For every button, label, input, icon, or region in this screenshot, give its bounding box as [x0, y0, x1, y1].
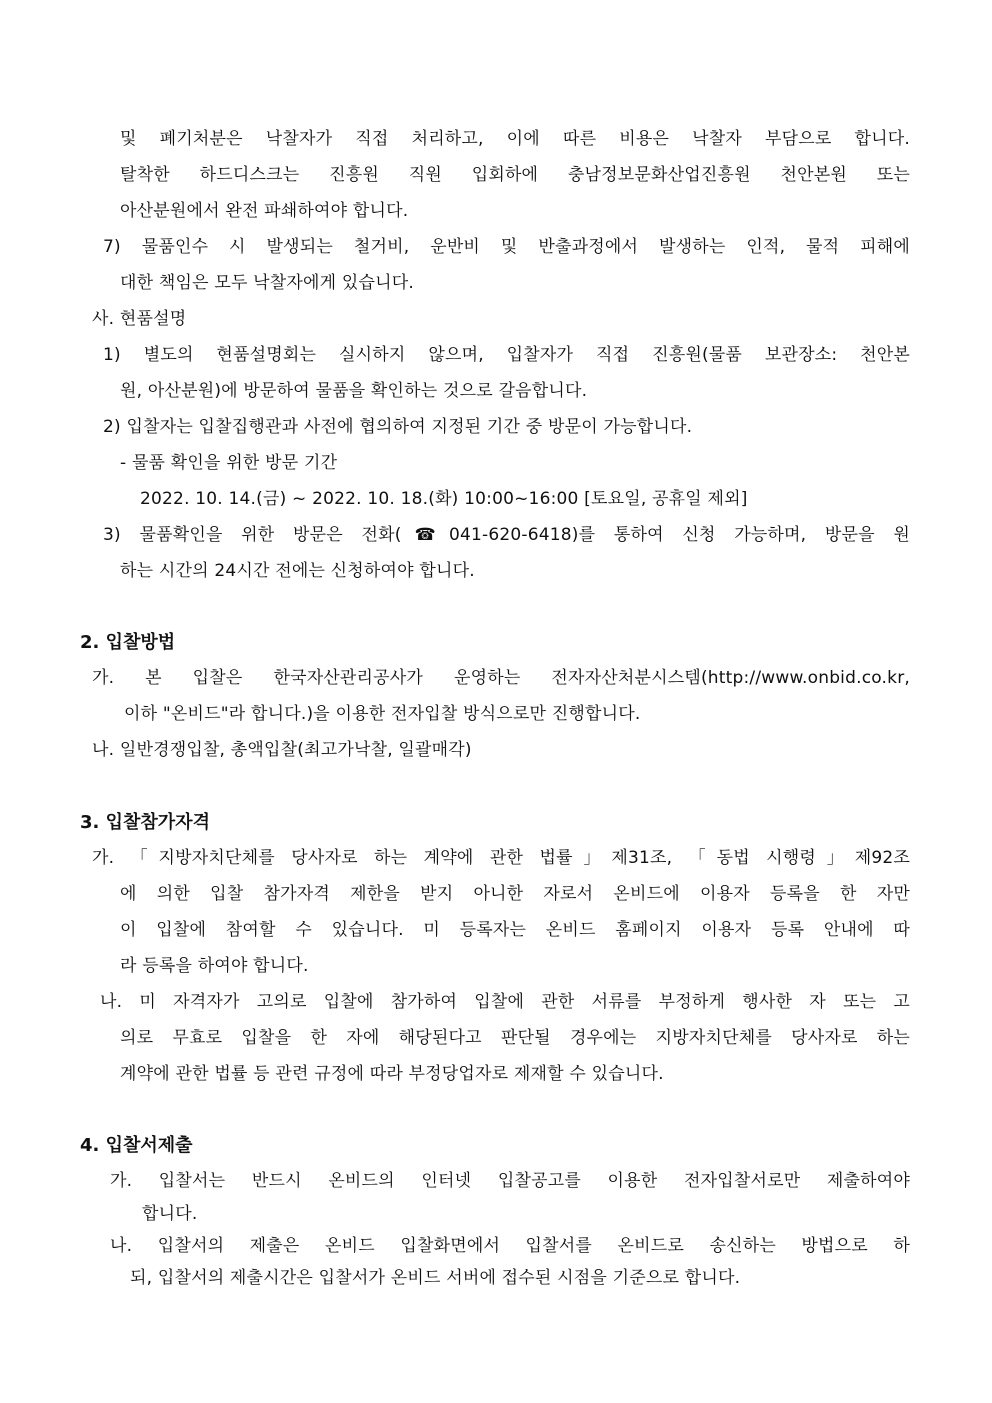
- visit-period-date: 2022. 10. 14.(금) ~ 2022. 10. 18.(화) 10:00~16:00 [토요일, 공휴일 제외]: [140, 489, 748, 509]
- sec3-ga-line-3: 이 입찰에 참여할 수 있습니다. 미 등록자는 온비드 홈페이지 이용자 등록 안내에 따: [120, 920, 910, 940]
- sa-item3-line-1: 3) 물품확인을 위한 방문은 전화(☎041-620-6418)를 통하여 신청 가능하며, 방문을 원: [103, 525, 910, 545]
- sa-item1-line-2: 원, 아산분원)에 방문하여 물품을 확인하는 것으로 갈음합니다.: [120, 381, 588, 401]
- sec4-na-line-1: 나. 입찰서의 제출은 온비드 입찰화면에서 입찰서를 온비드로 송신하는 방법으로 하: [110, 1236, 910, 1256]
- sa-item2-line-1: 2) 입찰자는 입찰집행관과 사전에 협의하여 지정된 기간 중 방문이 가능합니다.: [103, 417, 693, 437]
- section-4-title: 4. 입찰서제출: [80, 1135, 193, 1156]
- sa-item2-sub: - 물품 확인을 위한 방문 기간: [120, 453, 338, 473]
- sec2-ga-line-2: 이하 "온비드"라 합니다.)을 이용한 전자입찰 방식으로만 진행합니다.: [124, 704, 641, 724]
- sec4-ga-line-1: 가. 입찰서는 반드시 온비드의 인터넷 입찰공고를 이용한 전자입찰서로만 제출하여야: [110, 1171, 910, 1191]
- sa-title: 사. 현품설명: [92, 309, 187, 329]
- sec2-ga-line-1: 가. 본 입찰은 한국자산관리공사가 운영하는 전자자산처분시스템(http://www.onbid.co.kr,: [92, 668, 910, 688]
- intro-line-3: 아산분원에서 완전 파쇄하여야 합니다.: [120, 201, 409, 221]
- item7-line-1: 7) 물품인수 시 발생되는 철거비, 운반비 및 반출과정에서 발생하는 인적, 물적 피해에: [103, 237, 910, 257]
- sec2-na-line-1: 나. 일반경쟁입찰, 총액입찰(최고가낙찰, 일괄매각): [92, 740, 472, 760]
- item7-line-2: 대한 책임은 모두 낙찰자에게 있습니다.: [120, 273, 414, 293]
- sec3-ga-line-2: 에 의한 입찰 참가자격 제한을 받지 아니한 자로서 온비드에 이용자 등록을 한 자만: [120, 884, 910, 904]
- intro-line-2: 탈착한 하드디스크는 진흥원 직원 입회하에 충남정보문화산업진흥원 천안본원 또는: [120, 165, 910, 185]
- sec4-ga-line-2: 합니다.: [142, 1204, 198, 1224]
- sec3-na-line-1: 나. 미 자격자가 고의로 입찰에 참가하여 입찰에 관한 서류를 부정하게 행사한 자 또는 고: [100, 992, 910, 1012]
- intro-line-1: 및 폐기처분은 낙찰자가 직접 처리하고, 이에 따른 비용은 낙찰자 부담으로 합니다.: [120, 129, 910, 149]
- sec3-ga-line-4: 라 등록을 하여야 합니다.: [120, 956, 309, 976]
- sec3-na-line-3: 계약에 관한 법률 등 관련 규정에 따라 부정당업자로 제재할 수 있습니다.: [120, 1064, 664, 1084]
- section-3-title: 3. 입찰참가자격: [80, 812, 210, 833]
- sec3-ga-line-1: 가. 「지방자치단체를 당사자로 하는 계약에 관한 법률」제31조, 「동법 시행령」제92조: [92, 848, 910, 868]
- sa-item1-line-1: 1) 별도의 현품설명회는 실시하지 않으며, 입찰자가 직접 진흥원(물품 보관장소: 천안본: [103, 345, 910, 365]
- sa-item3-line-2: 하는 시간의 24시간 전에는 신청하여야 합니다.: [120, 561, 475, 581]
- section-2-title: 2. 입찰방법: [80, 632, 176, 653]
- sec4-na-line-2: 되, 입찰서의 제출시간은 입찰서가 온비드 서버에 접수된 시점을 기준으로 합니다.: [130, 1268, 741, 1288]
- sec3-na-line-2: 의로 무효로 입찰을 한 자에 해당된다고 판단될 경우에는 지방자치단체를 당사자로 하는: [120, 1028, 910, 1048]
